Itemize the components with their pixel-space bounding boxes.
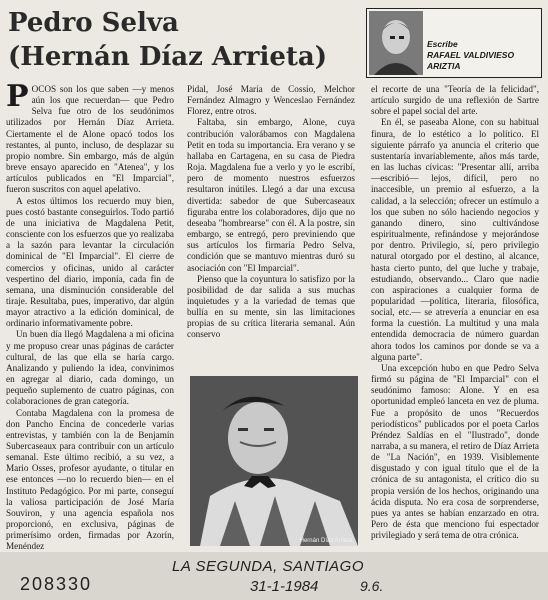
byline-label: Escribe: [427, 39, 458, 49]
paragraph: Pidal, José María de Cossío, Melchor Fernández Almagro y Wenceslao Fernández Florez, entre otros.: [187, 84, 355, 117]
paragraph: En él, se paseaba Alone, con su habitual finura, de lo estético a lo político. El siguiente párrafo ya anuncia el criterio que sustentaría invariablemente, años más tarde, en las luchas cívicas: "Presentar allí, arriba —escribió— lejos, difícil, pero no inaccesible, un premio al esfuerzo, a la calidad, a la selección; ofrecer un estímulo a los que suben no sólo haciendo negocios y ganando dinero, sino cultivándose espiritualmente, refinándose y mejorándose por dentro. Privilegio, sí, pero privilegio natural otorgado por el destino, al alcance, hasta cierto punto, del que luche y trabaje, estudiando, observando... Claro que nadie con aspiraciones a cualquier forma de popularidad —política, literaria, filosófica, social, etc.— se atrevería a enunciar en esa forma la cuestión. La multitud y una mala entendida democracia de número guardan ahora todos los caminos por donde se va a alguna parte".: [371, 117, 539, 362]
paragraph: POCOS son los que saben —y menos aún los que recuerdan— que Pedro Selva fue otro de los seudónimos utilizados por Hernán Díaz Arrieta. Ciertamente el de Alone opacó todos los restantes, al punto, incluso, de desplazar su propio nombre. Sin embargo, más de algún breve ensayo aparecido en "Atenea", y los artículos publicados en "El Imparcial", fueron suscritos con aquel apelativo.: [6, 79, 174, 195]
handwritten-number: 208330: [20, 574, 93, 594]
paragraph: Pienso que la coyuntura lo satisfizo por la posibilidad de dar salida a sus muchas inquietudes y a la variedad de temas que bullía en su mente, sin las limitaciones propias de su crítica literaria semanal. Aún conservo: [187, 273, 355, 340]
paragraph: Faltaba, sin embargo, Alone, cuya contribución valorábamos con Magdalena Petit en toda su importancia. Era verano y se hallaba en Cartagena, en su casa de Piedra Roja. Magdalena fue a verlo y yo le escribí, pero de momento nuestros esfuerzos resultaron inútiles. Llegó a dar una excusa divertida: sabedor de que Subercaseaux figuraba entre los colaboradores, dijo que no deseaba "hombrearse" con él. A la postre, sin embargo, se entregó, pero previniendo que sus artículos los firmaría Pedro Selva, condición que se mantuvo mientras duró su asociación con "El Imparcial".: [187, 117, 355, 273]
title-line-1: Pedro Selva: [8, 8, 179, 38]
author-photo: [369, 11, 423, 75]
drop-cap: P: [6, 79, 29, 114]
column-3: [371, 84, 539, 541]
handwritten-source: LA SEGUNDA, SANTIAGO: [172, 558, 364, 575]
byline-box: [366, 8, 542, 78]
byline-name-1: RAFAEL VALDIVIESO: [427, 50, 515, 60]
title-line-2: (Hernán Díaz Arrieta): [8, 42, 328, 72]
handwritten-page: 9.6.: [360, 578, 384, 594]
portrait-photo: [190, 376, 358, 546]
paragraph: Un buen día llegó Magdalena a mi oficina y me propuso crear unas páginas de carácter cultural, de las que ella se haría cargo. Analizando y puliendo la idea, convinimos en agregar al diario, cada domingo, un pequeño suplemento de cuatro páginas, con colaboraciones de gran categoría.: [6, 329, 174, 407]
article-title: [8, 6, 327, 74]
column-1: [6, 79, 174, 553]
column-2: [187, 84, 355, 341]
paragraph: Contaba Magdalena con la promesa de don Pancho Encina de concederle varias entrevistas, y también con la de Benjamín Subercaseaux para contribuir con un artículo semanal. Este último recibió, a su vez, a Mario Osses, profesor ayudante, o titular en ese entonces —no lo recuerdo bien— en el Instituto Pedagógico. Por mi parte, conseguí la valiosa participación de José María Souviron, y una agencia española nos proporcionó, en exclusiva, páginas de primerísimo orden, firmadas por Azorín, Menéndez: [6, 407, 174, 552]
paragraph: A estos últimos los recuerdo muy bien, pues costó bastante conseguirlos. Todo partió de una iniciativa de Magdalena Petit, consciente con los esfuerzos que yo realizaba a la sazón para levantar la circulación dominical de "El Imparcial". El cierre de comercios y oficinas, unido al carácter vespertino del diario, imponía, cada fin de semana, una disminución considerable del tiraje. Resultaba, pues, imperativo, dar algún mayor atractivo a la edición dominical, de ordinario informativamente pobre.: [6, 195, 174, 329]
handwritten-date: 31-1-1984: [250, 578, 319, 595]
paragraph: Una excepción hubo en que Pedro Selva firmó su página de "El Imparcial" con el seudónimo famoso: Alone. Y en esa oportunidad empleó lanceta en vez de pluma. Fue a propósito de unos "Recuerdos periodísticos" publicados por el poeta Carlos Préndez Saldías en el "Ilustrado", donde narraba, a su manera, el retiro de Díaz Arrieta de "La Nación", en 1939. Visiblemente disgustado y con igual título que el de la crónica de su antagonista, el crítico dio su propia versión de los hechos, originando una ácida disputa. No era cosa de sorprenderse, pues ya antes se habían enzarzado en otra. Pero de ésta que menciono fui espectador privilegiado y será tema de otra crónica.: [371, 362, 539, 541]
byline-text: [427, 39, 514, 72]
photo-caption: Hernán Díaz Arrieta.: [299, 538, 354, 544]
paragraph: el recorte de una "Teoría de la felicidad", artículo surgido de una reflexión de Sartre sobre el papel social del arte.: [371, 84, 539, 117]
byline-name-2: ARIZTIA: [427, 61, 461, 71]
